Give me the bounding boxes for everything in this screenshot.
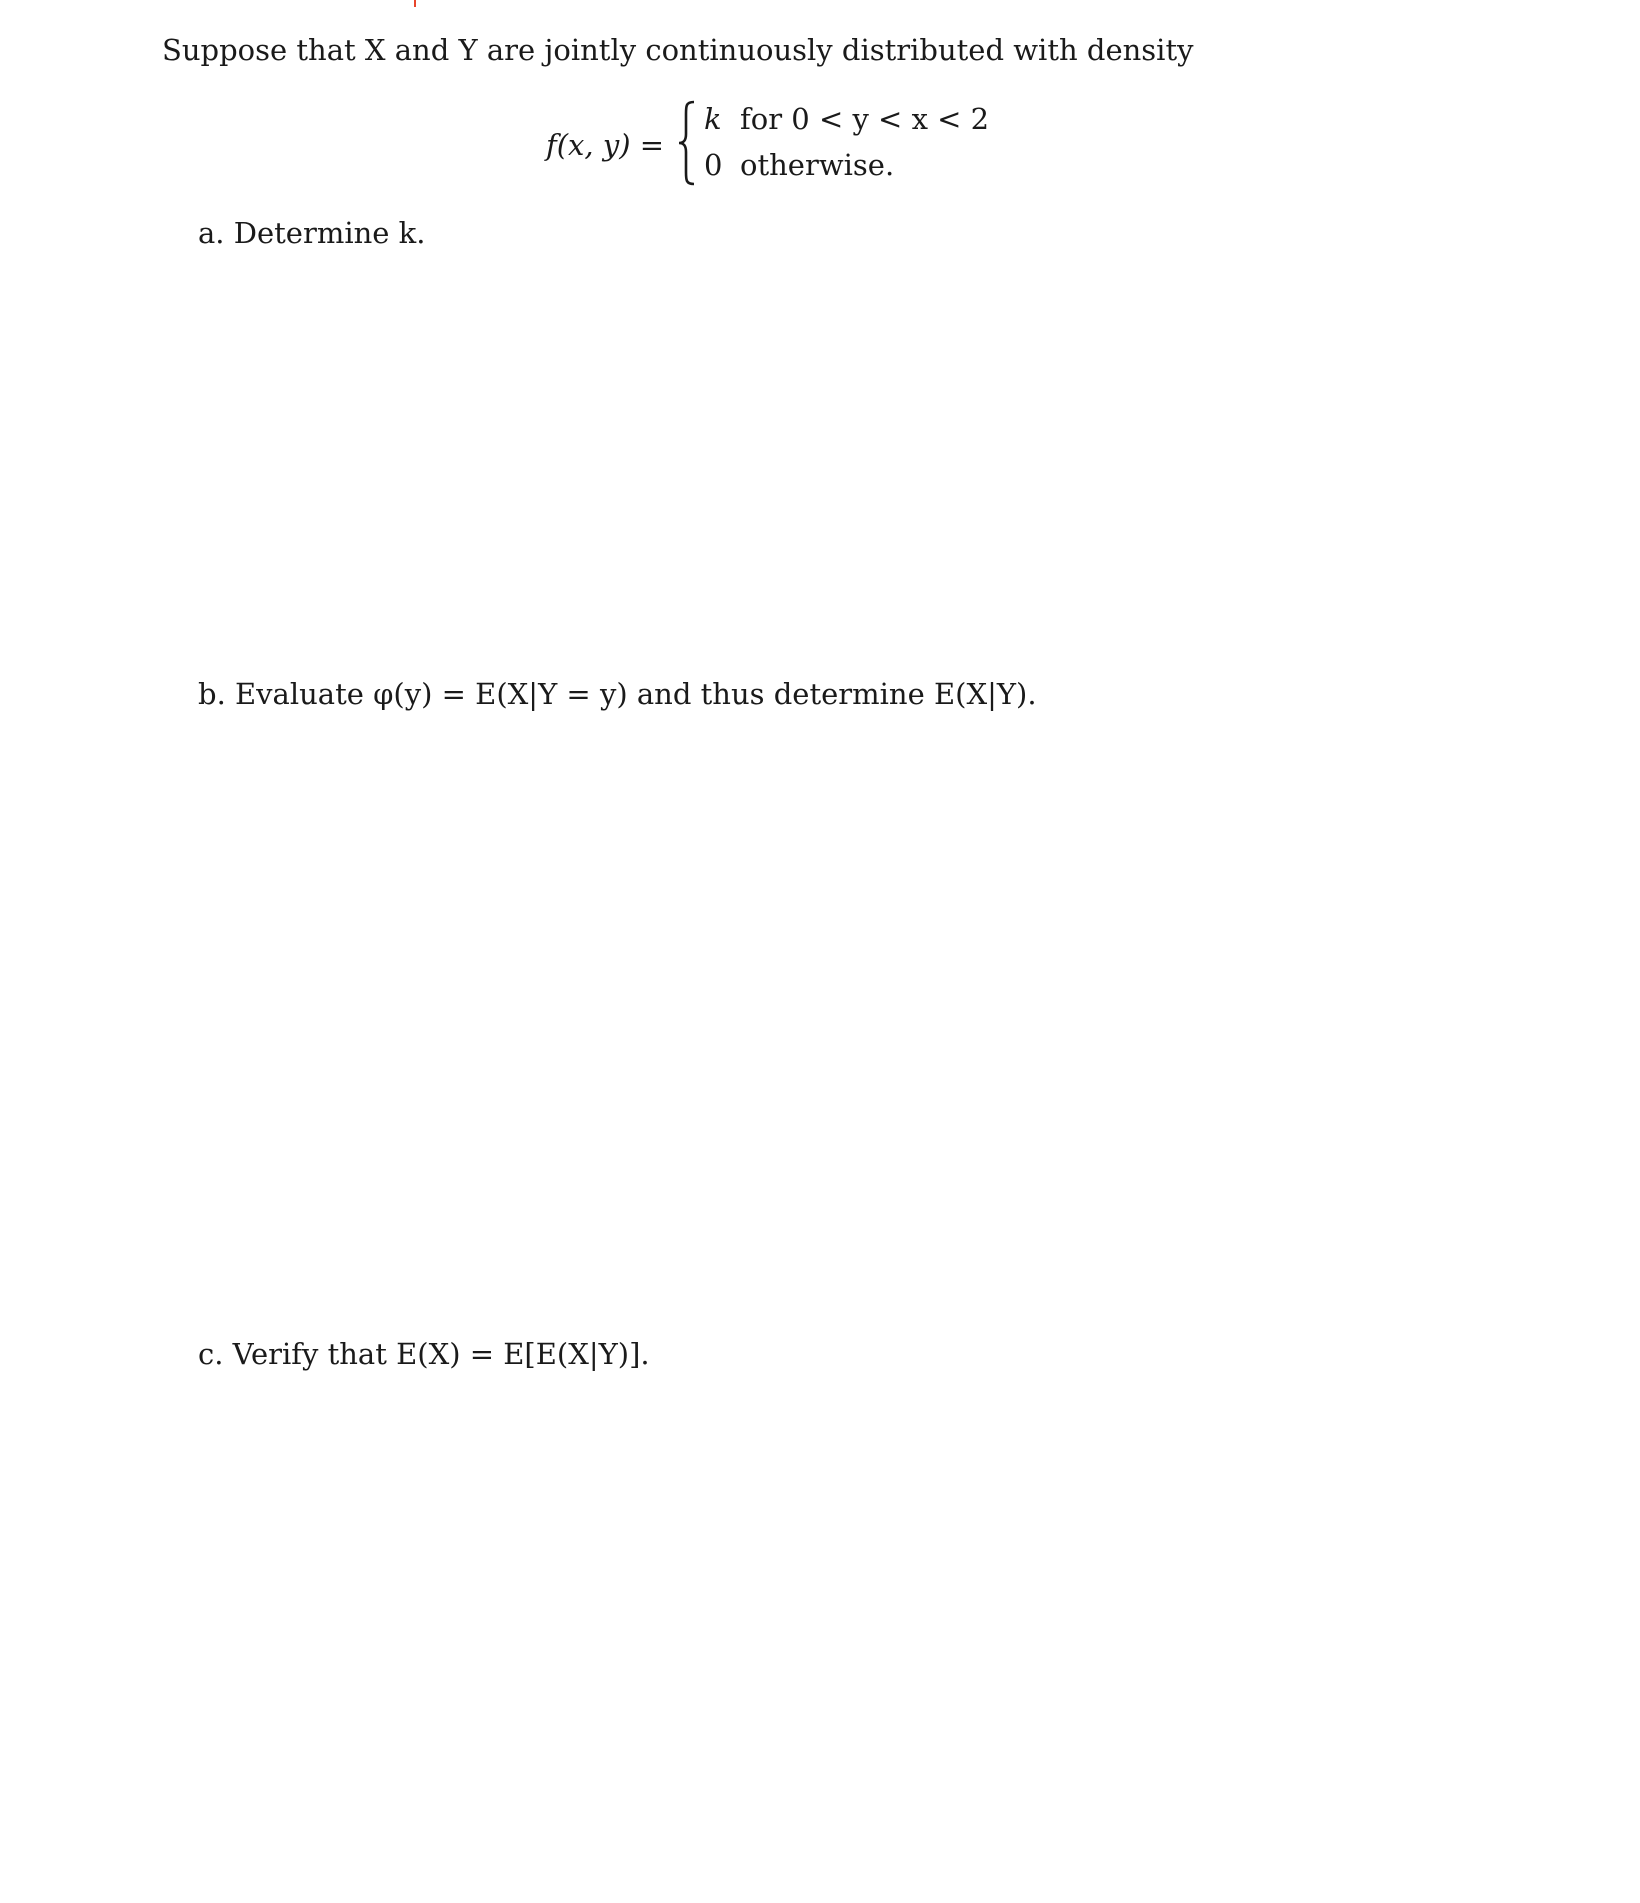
brace-icon [676, 100, 698, 186]
case2-condition: otherwise. [740, 148, 895, 182]
problem-intro: Suppose that X and Y are jointly continuously distributed with density [162, 33, 1194, 67]
case1-value: k [704, 102, 722, 136]
part-c: c. Verify that E(X) = E[E(X|Y)]. [198, 1337, 650, 1371]
part-a: a. Determine k. [198, 216, 426, 250]
case2-value: 0 [704, 148, 723, 182]
case1-condition: for 0 < y < x < 2 [740, 102, 990, 136]
equation-lhs: f(x, y) = [546, 128, 665, 162]
red-mark [414, 0, 416, 7]
part-b: b. Evaluate φ(y) = E(X|Y = y) and thus determine E(X|Y). [198, 677, 1037, 711]
